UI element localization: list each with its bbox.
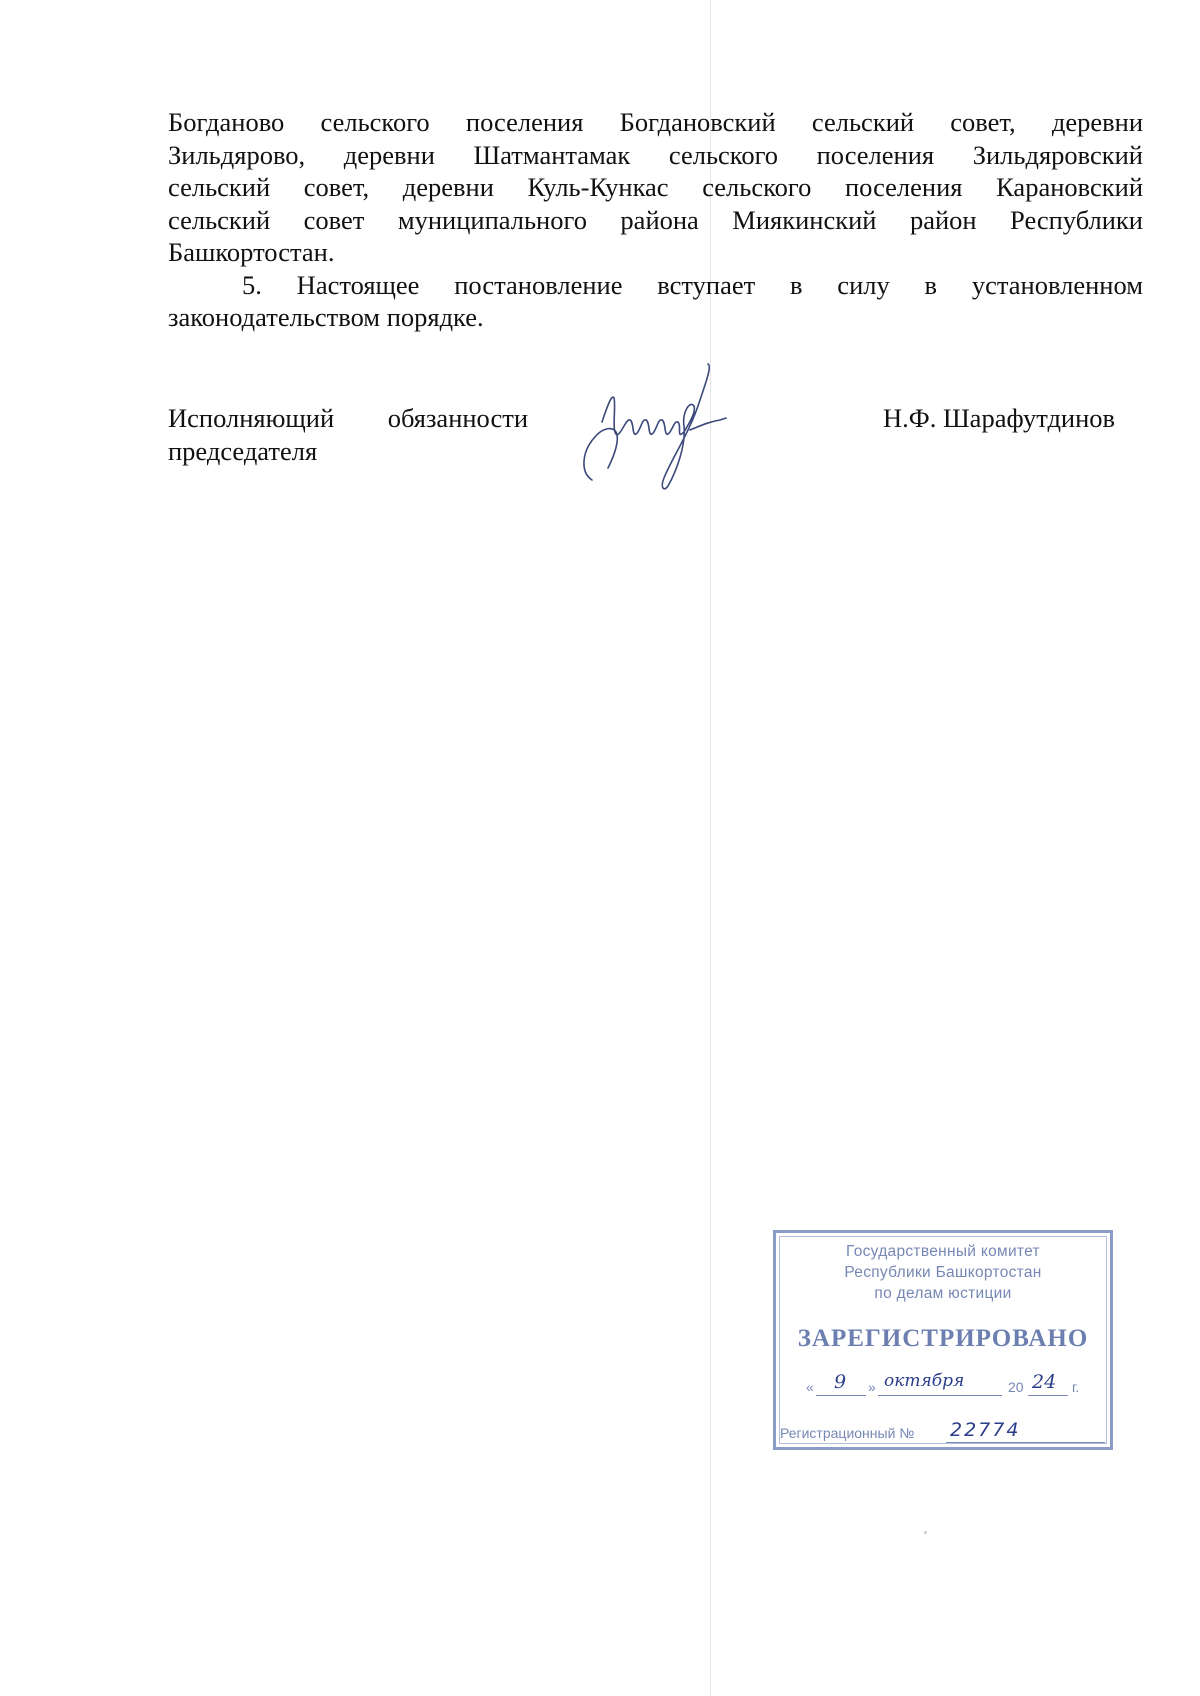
signatory-title	[168, 402, 528, 467]
stamp-org-line-3: по делам юстиции	[874, 1285, 1012, 1302]
paragraph-1-line-1: Богданово сельского поселения Богдановский сельский совет, деревни	[168, 107, 1143, 137]
signatory-title-line-2: председателя	[168, 435, 318, 466]
date-year-prefix: 20	[1008, 1379, 1024, 1395]
paragraph-2-last-line: законодательством порядке.	[168, 302, 484, 332]
day-blank	[816, 1395, 866, 1396]
paragraph-1-line-4: сельский совет муниципального района Миякинский район Республики	[168, 204, 1143, 235]
date-month: октября	[884, 1371, 965, 1391]
year-blank	[1028, 1395, 1068, 1396]
signatory-name: Н.Ф. Шарафутдинов	[883, 403, 1116, 433]
scan-speck	[924, 1531, 927, 1534]
paragraph-1-last-line: Башкортостан.	[168, 237, 335, 267]
stamp-organization	[776, 1241, 1110, 1304]
paragraph-1-line-2: Зильдярово, деревни Шатмантамак сельского поселения Зильдяровский	[168, 139, 1143, 170]
signatory-title-line-1: Исполняющий обязанности	[168, 403, 528, 433]
registration-stamp	[773, 1230, 1113, 1450]
date-year-suffix: 24	[1032, 1371, 1057, 1393]
document-body	[168, 106, 1143, 334]
paragraph-1-line-3: сельский совет, деревни Куль-Кункас сельского поселения Карановский	[168, 172, 1143, 202]
month-blank	[878, 1395, 1002, 1396]
paragraph-2-line-1: 5. Настоящее постановление вступает в силу в установленном	[242, 269, 1143, 300]
date-close-quote: »	[868, 1379, 876, 1395]
stamp-registered-label: ЗАРЕГИСТРИРОВАНО	[797, 1325, 1089, 1352]
date-year-unit: г.	[1072, 1379, 1080, 1395]
registration-number-label: Регистрационный №	[780, 1425, 915, 1441]
stamp-org-line-2: Республики Башкортостан	[844, 1264, 1042, 1281]
date-open-quote: «	[806, 1379, 814, 1395]
paragraph-1	[168, 106, 1143, 236]
handwritten-signature	[572, 360, 732, 492]
registration-number-value: 22774	[950, 1419, 1021, 1441]
stamp-date-line	[806, 1371, 1091, 1401]
date-day: 9	[834, 1371, 847, 1393]
registration-number-blank	[946, 1442, 1105, 1443]
stamp-registration-number	[780, 1419, 1105, 1445]
stamp-org-line-1: Государственный комитет	[846, 1243, 1040, 1260]
